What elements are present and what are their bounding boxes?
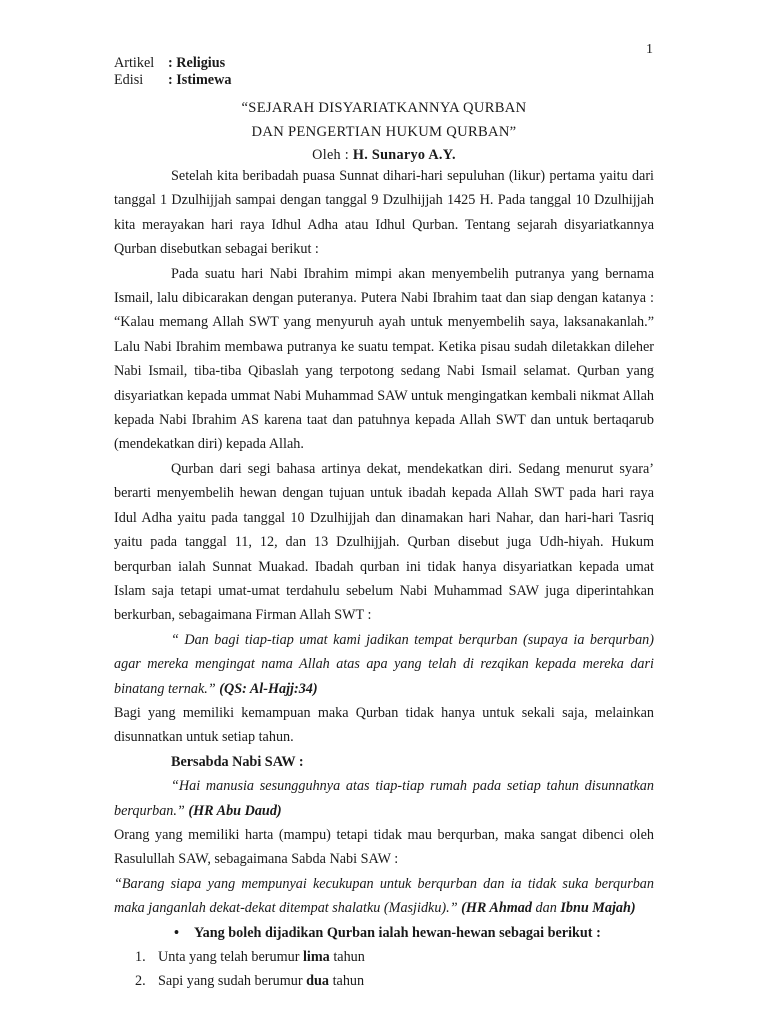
list-number: 1. [135,949,146,965]
list-emphasis: dua [306,973,330,990]
author-prefix: Oleh : [312,147,353,163]
article-meta [114,55,231,89]
author-name: H. Sunaryo A.Y. [352,147,456,163]
edisi-value: : Istimewa [168,72,232,88]
bullet-list [114,921,654,945]
list-emphasis: lima [302,949,330,965]
artikel-value: : Religius [168,55,226,71]
artikel-label: Artikel [114,55,155,71]
article-body [114,164,654,994]
quote-quran [114,628,654,701]
quote-hadith-2-ref-2: Ibnu Majah) [560,900,636,917]
paragraph-3: Qurban dari segi bahasa artinya dekat, mendekatkan diri. Sedang menurut syara’ berarti menyembelih hewan dengan tujuan untuk ibadah kepada Allah SWT pada hari raya Idul Adha yaitu pada tanggal 10 Dzulhijjah dan dinamakan hari Nahar, dan hari-hari Tasriq yaitu pada tanggal 11, 12, dan 13 Dzulhijjah. Qurban disebut juga Udh-hiyah. Hukum berqurban ialah Sunnat Muakad. Ibadah qurban ini tidak hanya disyariatkan kepada umat Islam saja tetapi umat-umat terdahulu sebelum Nabi Muhammad SAW juga diperintahkan berkurban, sebagaimana Firman Allah SWT : [114,460,654,624]
title-line-1: “SEJARAH DISYARIATKANNYA QURBAN [241,100,527,116]
paragraph-5: Orang yang memiliki harta (mampu) tetapi tidak mau berqurban, maka sangat dibenci oleh Rasulullah SAW, sebagaimana Sabda Nabi SAW : [114,826,654,868]
list-item [114,969,654,993]
quote-hadith-2-ref-mid: dan [531,900,561,917]
bullet-item: • Yang boleh dijadikan Qurban ialah hewan-hewan sebagai berikut : [114,921,654,945]
paragraph-1: Setelah kita beribadah puasa Sunnat dihari-hari sepuluhan (likur) pertama yaitu dari tanggal 1 Dzulhijjah sampai dengan tanggal 9 Dzulhijjah 1425 H. Pada tanggal 10 Dzulhijjah kita merayakan hari raya Idhul Adha atau Idhul Qurban. Tentang sejarah disyariatkannya Qurban disebutkan sebagai berikut : [114,168,654,258]
paragraph-2: Pada suatu hari Nabi Ibrahim mimpi akan menyembelih putranya yang bernama Ismail, lalu dibicarakan dengan puteranya. Putera Nabi Ibrahim taat dan siap dengan katanya : “Kalau memang Allah SWT yang menyuruh ayah untuk menyembelih saya, laksanakanlah.” Lalu Nabi Ibrahim membawa putranya ke suatu tempat. Ketika pisau sudah diletakkan dileher Nabi Ismail, tiba-tiba Qibaslah yang terpotong sedang Nabi Ismail selamat. Qurban yang disyariatkan kepada ummat Nabi Muhammad SAW untuk mengingatkan kembali nikmat Allah kepada Nabi Ibrahim AS karena taat dan patuhnya kepada Allah SWT dan untuk bertaqarub (mendekatkan diri) kepada Allah. [114,265,654,453]
subheading-bersabda: Bersabda Nabi SAW : [171,753,304,770]
quote-hadith-1-ref: (HR Abu Daud) [184,802,282,819]
quote-quran-text: “ Dan bagi tiap-tiap umat kami jadikan tempat berqurban (supaya ia berqurban) agar mereka mengingat nama Allah atas apa yang telah di rezqikan kepada mereka dari binatang ternak.” [114,631,654,697]
list-text-end: tahun [329,973,365,990]
quote-quran-ref: (QS: Al-Hajj:34) [215,680,318,697]
quote-hadith-1 [114,774,654,823]
paragraph-4: Bagi yang memiliki kemampuan maka Qurban tidak hanya untuk sekali saja, melainkan disunnatkan untuk setiap tahun. [114,704,654,746]
quote-hadith-2-ref-1: (HR Ahmad [457,900,532,917]
list-number: 2. [135,973,146,990]
list-text: Unta yang telah berumur [158,949,303,965]
quote-hadith-2-text: “Barang siapa yang mempunyai kecukupan untuk berqurban dan ia tidak suka berqurban maka janganlah dekat-dekat ditempat shalatku (Masjidku).” [114,875,654,917]
list-text: Sapi yang sudah berumur [158,973,307,990]
page-number: 1 [646,42,653,57]
animal-list [114,945,654,994]
quote-hadith-1-text: “Hai manusia sesungguhnya atas tiap-tiap rumah pada setiap tahun disunnatkan berqurban.” [114,778,654,819]
edisi-label: Edisi [114,72,144,88]
title-line-2: DAN PENGERTIAN HUKUM QURBAN” [251,124,517,140]
list-item [114,945,654,969]
list-text-end: tahun [329,949,365,965]
author-line [114,147,654,164]
quote-hadith-2 [114,872,654,921]
